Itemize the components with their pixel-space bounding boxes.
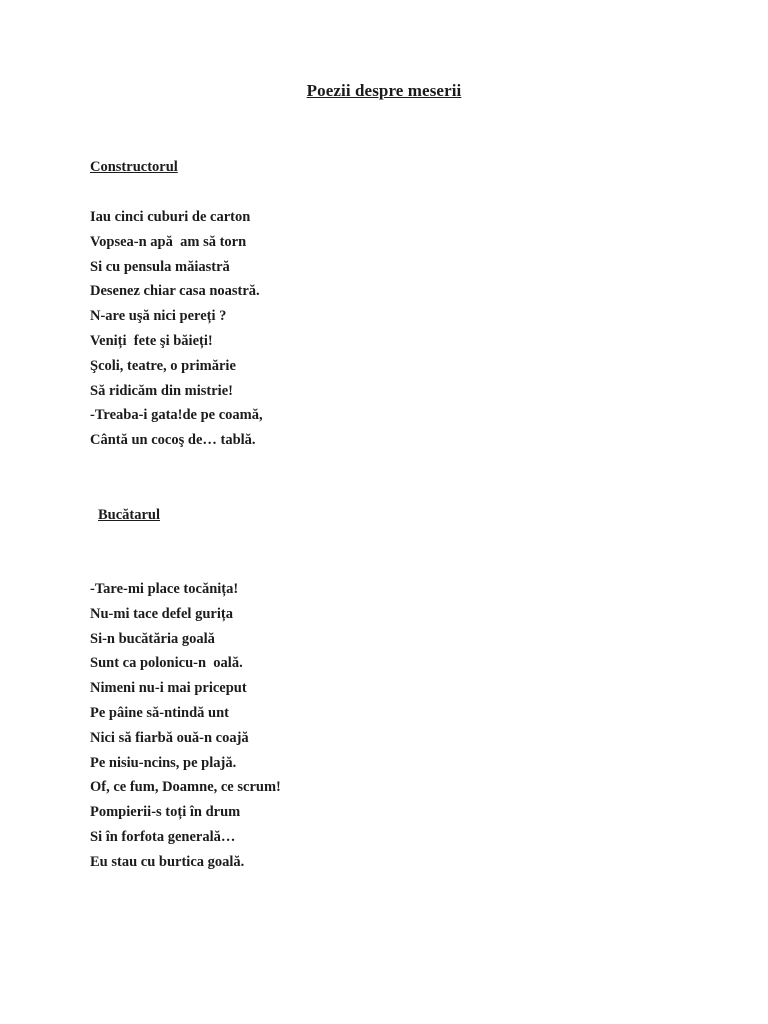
poem-line: Desenez chiar casa noastră. (90, 283, 260, 300)
poem-line: Eu stau cu burtica goală. (90, 853, 245, 870)
poem-line: Nici să fiarbă ouă-n coajă (90, 729, 249, 746)
poem-line: Cântă un cocoş de… tablă. (90, 432, 256, 449)
poem-line: Nimeni nu-i mai priceput (90, 680, 247, 697)
page-title: Poezii despre meserii (306, 81, 462, 100)
poem-body-bucatarul (90, 577, 281, 875)
poem-line: Pompierii-s toți în drum (90, 804, 241, 821)
poem-line: Of, ce fum, Doamne, ce scrum! (90, 779, 281, 796)
poem-title-bucatarul: Bucătarul (98, 507, 161, 523)
poem-line: Sunt ca polonicu-n oală. (90, 655, 243, 672)
poem-line: Pe pâine să-ntindă unt (90, 704, 229, 721)
poem-line: Si cu pensula măiastră (90, 258, 230, 275)
poem-title-constructorul: Constructorul (90, 159, 178, 175)
poem-line: N-are uşă nici pereți ? (90, 308, 227, 325)
poem-line: Si în forfota generală… (90, 828, 236, 845)
poem-body-constructorul (90, 205, 263, 453)
poem-line: Si-n bucătăria goală (90, 630, 215, 647)
poem-line: Pe nisiu-ncins, pe plajă. (90, 754, 237, 771)
poem-line: Vopsea-n apă am să torn (90, 233, 247, 250)
poem-line: -Tare-mi place tocănița! (90, 581, 239, 597)
poem-line: Iau cinci cuburi de carton (90, 209, 251, 225)
poem-line: -Treaba-i gata!de pe coamă, (90, 407, 263, 424)
poem-line: Să ridicăm din mistrie! (90, 382, 233, 399)
poem-line: Nu-mi tace defel gurița (90, 605, 233, 622)
poem-line: Şcoli, teatre, o primărie (90, 357, 236, 374)
poem-line: Veniți fete şi băieți! (90, 332, 213, 349)
